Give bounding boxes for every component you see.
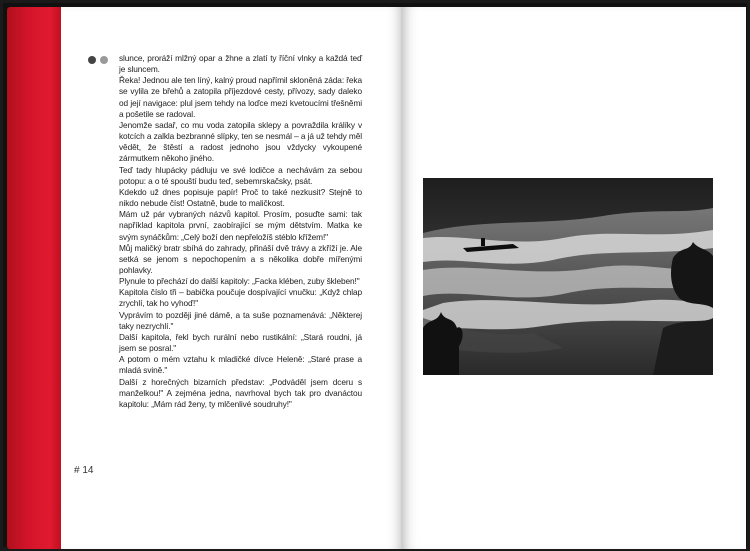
paragraph: Plynule to přechází do další kapitoly: „Facka klében, zuby škleben!" xyxy=(119,276,360,287)
paragraph: A potom o mém vztahu k mladičké dívce Heleně: „Staré prase a mladá svině." xyxy=(119,354,362,376)
paragraph: Kapitola číslo tři – babička poučuje dospívající vnučku: „Když chlap zrychlí, tak ho vyhoď!" xyxy=(119,287,362,309)
paragraph: Vyprávím to později jiné dámě, a ta suše poznamenává: „Některej taky nezrychlí." xyxy=(119,309,362,331)
red-cover-edge xyxy=(7,7,61,549)
river-flood-boat-photo xyxy=(423,178,713,375)
paragraph: Teď tady hlupácky pádluju ve své lodičce a nechávám za sebou potopu: a o té spouští budu teď, sebemrskačsky, psát. xyxy=(119,164,362,186)
paragraph: Řeka! Jednou ale ten líný, kalný proud napřímil skloněná záda: řeka se vylila ze břehů a zatopila příjezdové cesty, přívozy, sady daleko od její navigace: plul jsem tehdy na loďce mezi kvetoucími třešněmi a pošetile se radoval. xyxy=(119,75,362,119)
ornament-dots xyxy=(88,56,108,64)
paragraph: Mám už pár vybraných názvů kapitol. Prosím, posuďte sami: tak například kapitola první, zaobírající se mým dětstvím. Matka ke svým synáčkům: „Celý boží den nepřeložíš stéblo křížem!" xyxy=(119,209,362,242)
paragraph: slunce, proráží mlžný opar a žhne a zlatí ty říční vlnky a každá teď je sluncem. xyxy=(119,53,362,75)
paragraph: Jenomže sadař, co mu voda zatopila sklepy a povraždila králíky v kotcích a zalkla bezbranné slípky, ten se nesmál – a já už tehdy měl vědět, že štěstí a radost jednoho jsou vždycky vykoupené zármutkem někoho jiného. xyxy=(119,119,362,164)
dark-dot-icon xyxy=(88,56,96,64)
photo-illustration xyxy=(423,178,713,375)
paragraph: Další z horečných bizarních představ: „Podváděl jsem dceru s manželkou!" A zejména jedna, navrhoval bych tak pro dvanáctou kapitolu: „Mám rád ženy, ty mlčenlivé soudruhy!" xyxy=(119,376,362,409)
paragraph: Můj maličký bratr sbíhá do zahrady, přináší dvě trávy a zkříží je. Ale setká se jenom s nepochopením a s několika dobře mířenými pohlavky. xyxy=(119,242,362,275)
grey-dot-icon xyxy=(100,56,108,64)
paragraph: Další kapitola, řekl bych rurální nebo rustikální: „Stará roudni, já jsem se posral." xyxy=(119,331,362,354)
body-text xyxy=(119,53,362,410)
page-number: # 14 xyxy=(74,465,94,476)
paragraph: Kdekdo už dnes popisuje papír! Proč to také nezkusit? Stejně to nikdo nebude číst! Ostatně, bude to maličkost. xyxy=(119,186,362,209)
